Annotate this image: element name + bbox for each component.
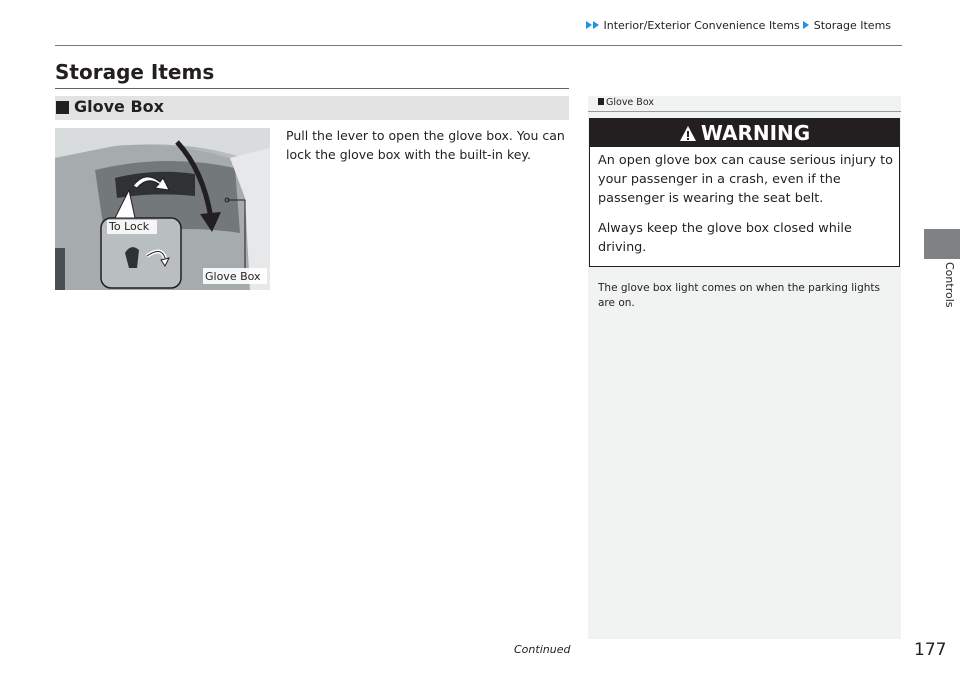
glove-box-drawing: [55, 128, 270, 290]
sidebar-note: The glove box light comes on when the parking lights are on.: [598, 282, 880, 309]
warning-triangle-icon: [679, 125, 697, 142]
section-square-icon: [56, 101, 69, 114]
breadcrumb-item-1[interactable]: Interior/Exterior Convenience Items: [603, 19, 800, 32]
breadcrumb-arrow-icon: [593, 21, 599, 29]
page-number: 177: [914, 640, 947, 660]
chapter-tab-marker: [924, 229, 960, 259]
breadcrumb: [586, 19, 902, 37]
sidebar-reference-title-text: Glove Box: [606, 97, 654, 108]
breadcrumb-arrow-icon: [586, 21, 592, 29]
sidebar-divider: [588, 111, 901, 112]
warning-paragraph-1: An open glove box can cause serious injury to your passenger in a crash, even if the passenger is wearing the seat belt.: [598, 153, 893, 206]
reference-marker-icon: [598, 98, 604, 105]
continued-label: Continued: [514, 643, 571, 656]
breadcrumb-arrow-icon: [803, 21, 809, 29]
page-title: Storage Items: [55, 60, 215, 84]
breadcrumb-item-2[interactable]: Storage Items: [813, 19, 892, 32]
warning-heading: WARNING: [700, 121, 811, 145]
glove-box-illustration: [55, 128, 270, 290]
section-title: Glove Box: [74, 97, 164, 116]
glove-box-label: Glove Box: [205, 270, 261, 283]
body-paragraph: Pull the lever to open the glove box. You can lock the glove box with the built-in key.: [286, 128, 565, 162]
warning-header: [590, 119, 899, 147]
title-divider: [55, 88, 569, 89]
chapter-tab-label[interactable]: Controls: [943, 262, 956, 308]
to-lock-label: To Lock: [109, 220, 150, 233]
sidebar-reference-title: [598, 97, 654, 108]
warning-paragraph-2: Always keep the glove box closed while driving.: [598, 221, 852, 255]
header-divider: [55, 45, 902, 46]
